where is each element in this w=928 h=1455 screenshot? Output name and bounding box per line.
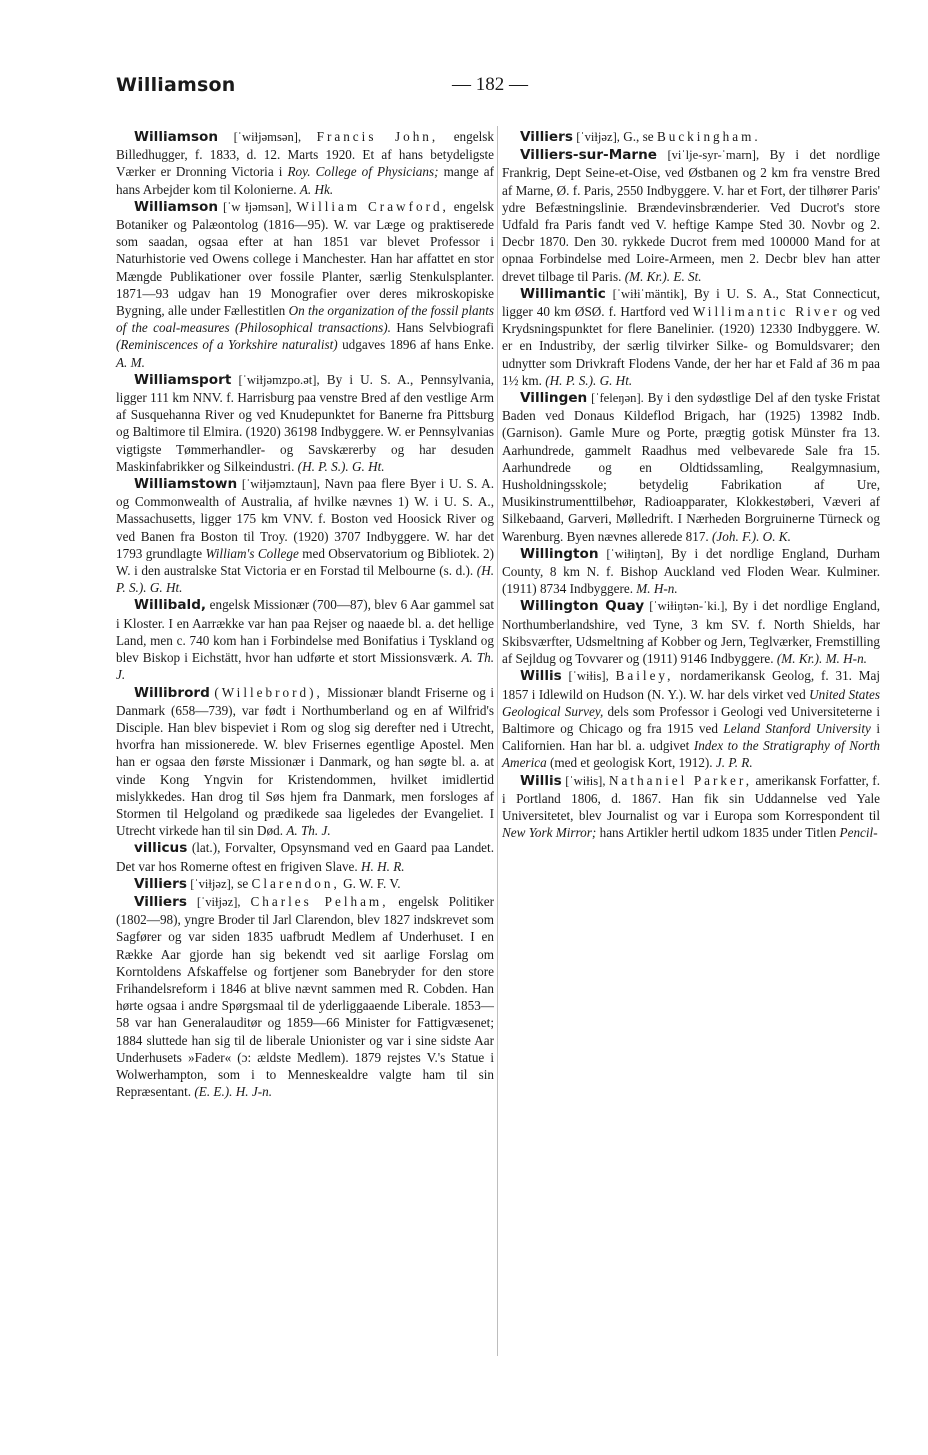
entry-willibald: Willibald, engelsk Missionær (700—87), blev 6 Aar gammel sat i Kloster. I en Aarrække var han paa Rejser og naaede bl. a. det hellige Land, men c. 740 kom han i Forbindelse med Bonifatius i Tyskland og blev Biskop i Eichstätt, hvor han udførte et stort Missionsværk. A. Th. J. xyxy=(116,597,495,683)
entry-villiers-charles-pelham: Villiers [ˈviɫjəz], Charles Pelham, engelsk Politiker (1802—98), yngre Broder til Jarl Clarendon, blev 1827 indskrevet som Sagfører og var siden 1835 uafbrudt Medlem af Underhuset. I en Række Aar gjorde han sig bekendt ved sit aarlige Forslag om Korntoldens Afskaffelse og fortjener som Banebryder for den store Frihandelsreform i 1846 at blive nævnt sammen med R. Cobden. Han hørte ogsaa i andre Spørgsmaal til de yderliggaaende Liberale. 1853—58 var han Generalauditør og 1859—66 Minister for Fattigvæsenet; 1884 sluttede han sig til de liberale Unionister og var i sine sidste Aar Underhusets »Fader« (ɔ: ældste Medlem). 1879 rejstes V.'s Statue i Wolwerhampton, som i to Menneskealdre valgte ham til sin Repræsentant. (E. E.). H. J-n. xyxy=(116,893,495,1100)
entry-williamsport: Williamsport [ˈwiɫjəmzpo.ət], By i U. S. A., Pennsylvania, ligger 111 km NNV. f. Harrisburg paa venstre Bred af den vestlige Arm af Susquehanna River og ved Knudepunktet for Banerne fra Pittsburg og Baltimore til Elmira. (1920) 36198 Indbyggere. W. er Pennsylvanias vigtigste Tømmerhandler- og Savskærerby og har desuden Maskinfabrikker og Silkeindustri. (H. P. S.). G. Ht. xyxy=(116,371,495,474)
right-column xyxy=(502,128,880,841)
entry-willis-bailey: Willis [ˈwiɫis], Bailey, nordamerikansk Geolog, f. 31. Maj 1857 i Idlewild on Hudson (N. Y.). W. har dels virket ved United States Geological Survey, dels som Professor i Geologi ved Universiteterne i Baltimore og Chicago og fra 1915 ved Leland Stanford University i Californien. Han har bl. a. udgivet Index to the Stratigraphy of North America (med et geologisk Kort, 1912). J. P. R. xyxy=(502,668,881,771)
entry-williamson-francis-john: Williamson [ˈwiɫjəmsən], Francis John, engelsk Billedhugger, f. 1833, d. 12. Marts 1920. Et af hans betydeligste Værker er Dronning Victoria i Roy. College of Physicians; mange af hans Arbejder kom til Kolonierne. A. Hk. xyxy=(116,129,495,197)
entry-willibrord: Willibrord (Willebrord), Missionær blandt Friserne og i Danmark (658—739), var født i Northumberland og en af Wilfrid's Disciple. Han blev bispeviet i Rom og slog sig derefter ned i Utrecht, hvorfra han missionerede. W. blev Frisernes egentlige Apostel. Men han er ogsaa den første Missionær i Danmark, og han søgte bl. a. at vinde Kong Yngvin for Kristendommen, hvilket imidlertid mislykkedes. Han drog til Søs hjem fra Danmark, men forsloges af Stormen til Helgoland og prædikede saa ligeledes der Evangeliet. I Utrecht virkede han til sin Død. A. Th. J. xyxy=(116,684,494,839)
entry-williamstown: Williamstown [ˈwiɫjəmztaun], Navn paa flere Byer i U. S. A. og Commonwealth of Australia, af hvilke nævnes 1) W. i U. S. A., Massachusetts, ligger 175 km VNV. f. Boston ved Hoosick River og ved Banen fra Boston til Troy. (1920) 3707 Indbyggere. W. har det 1793 grundlagte William's College med Observatorium og Bibliotek. 2) W. i den australske Stat Victoria er en Forstad til Melbourne (s. d.). (H. P. S.). G. Ht. xyxy=(116,476,495,596)
entry-villicus: villicus (lat.), Forvalter, Opsynsmand ved en Gaard paa Landet. Det var hos Romerne oftest en frigiven Slave. H. H. R. xyxy=(116,840,494,874)
entry-willington-quay: Willington Quay [ˈwiɫiŋtən-ˈki.], By i det nordlige England, Northumberlandshire, ved Tyne, 3 km SV. f. North Shields, har Skibsværfter, Udsmeltning af Kobber og Jern, Teglværker, Fremstilling af Sejldug og Tovvarer og (1911) 9146 Indbyggere. (M. Kr.). M. H-n. xyxy=(502,598,881,667)
entry-villiers-clarendon: Villiers [ˈviɫjəz], se Clarendon, G. W. F. V. xyxy=(134,875,401,892)
page-number: — 182 — xyxy=(452,74,528,95)
entry-villiers-sur-marne: Villiers-sur-Marne [viˈlje-syr-ˈmarn], By i det nordlige Frankrig, Dept Seine-et-Oise, ved Østbanen og 2 km fra venstre Bred af Marne, Ø. f. Paris, 2550 Indbyggere. V. har et Fort, der tilhører Paris' ydre Befæstningslinie. Brændevinsbrænderier. Ved Ducrot's store Udfald fra Paris fandt ved V. heftige Kampe Sted 30. Novbr og 2. Decbr 1870. Den 30. rykkede Ducrot frem med 100000 Mand for at opnaa Forbindelse med Loire-Armeen, men 2. Decbr blev han atter drevet tilbage til Paris. (M. Kr.). E. St. xyxy=(502,147,880,284)
entry-willington: Willington [ˈwiɫiŋtən], By i det nordlige England, Durham County, 8 km N. f. Bishop Auckland ved Floden Wear. Kulminer. (1911) 8734 Indbyggere. M. H-n. xyxy=(502,545,881,597)
column-divider xyxy=(497,126,498,1356)
entry-villingen: Villingen [ˈfeleŋən]. By i den sydøstlige Del af den tyske Fristat Baden ved Donaus Kildeflod Brigach, har (1925) 13982 Indb. (Garnison). Gamle Mure og Porte, prægtig gotisk Münster fra 13. Aarhundrede, gammelt Raadhus med velbevarede Sale fra 15. Aarhundrede og en Oldtidssamling, Realgymnasium, Husholdningsskole; betydelig Fabrikation af Ure, Musikinstrumenttilbehør, Radioapparater, Klokkestøberi, Væveri af Silkebaand, Garveri, Mølledrift. I Nærheden Borgruinerne Türneck og Warenburg. Byen nævnes allerede 817. (Joh. F.). O. K. xyxy=(502,390,880,544)
entry-willimantic: Willimantic [ˈwiɫiˈmäntik], By i U. S. A., Stat Connecticut, ligger 40 km ØSØ. f. Hartford ved Willimantic River og ved Krydsningspunktet for flere Banelinier. (1920) 12330 Indbyggere. W. er en Industriby, der særlig tilvirker Silke- og Bomuldsvarer; den udnytter som Drivkraft Flodens Vande, der her har et Fald af 36 m paa 1½ km. (H. P. S.). G. Ht. xyxy=(502,285,881,388)
left-column xyxy=(116,128,494,1100)
running-head xyxy=(116,74,876,102)
running-title: Williamson xyxy=(116,74,236,96)
entry-williamson-william-crawford: Williamson [ˈw ɫjəmsən], William Crawford, engelsk Botaniker og Palæontolog (1816—95). W. var Læge og praktiserede som saadan, ogsaa efter at han 1851 var blevet Professor i Naturhistorie ved Owens college i Manchester. Han har affattet en stor Mængde Publikationer over fossile Planter, særlig Stenkulsplanter. 1871—93 udgav han 19 Monografier over deres mikroskopiske Bygning, alle under Fællestitlen On the organization of the fossil plants of the coal-measures (Philosophical transactions). Hans Selvbiografi (Reminiscences of a Yorkshire naturalist) udgaves 1896 af hans Enke. A. M. xyxy=(116,198,495,370)
entry-willis-nathaniel-parker: Willis [ˈwiɫis], Nathaniel Parker, amerikansk Forfatter, f. i Portland 1806, d. 1867. Han fik sin Uddannelse ved Yale Universitetet, blev Journalist og var i Europa som Korrespondent til New York Mirror; hans Artikler hertil udkom 1835 under Titlen Pencil- xyxy=(502,772,880,841)
entry-villiers-buckingham: Villiers [ˈviɫjəz], G., se Buckingham. xyxy=(520,129,761,145)
